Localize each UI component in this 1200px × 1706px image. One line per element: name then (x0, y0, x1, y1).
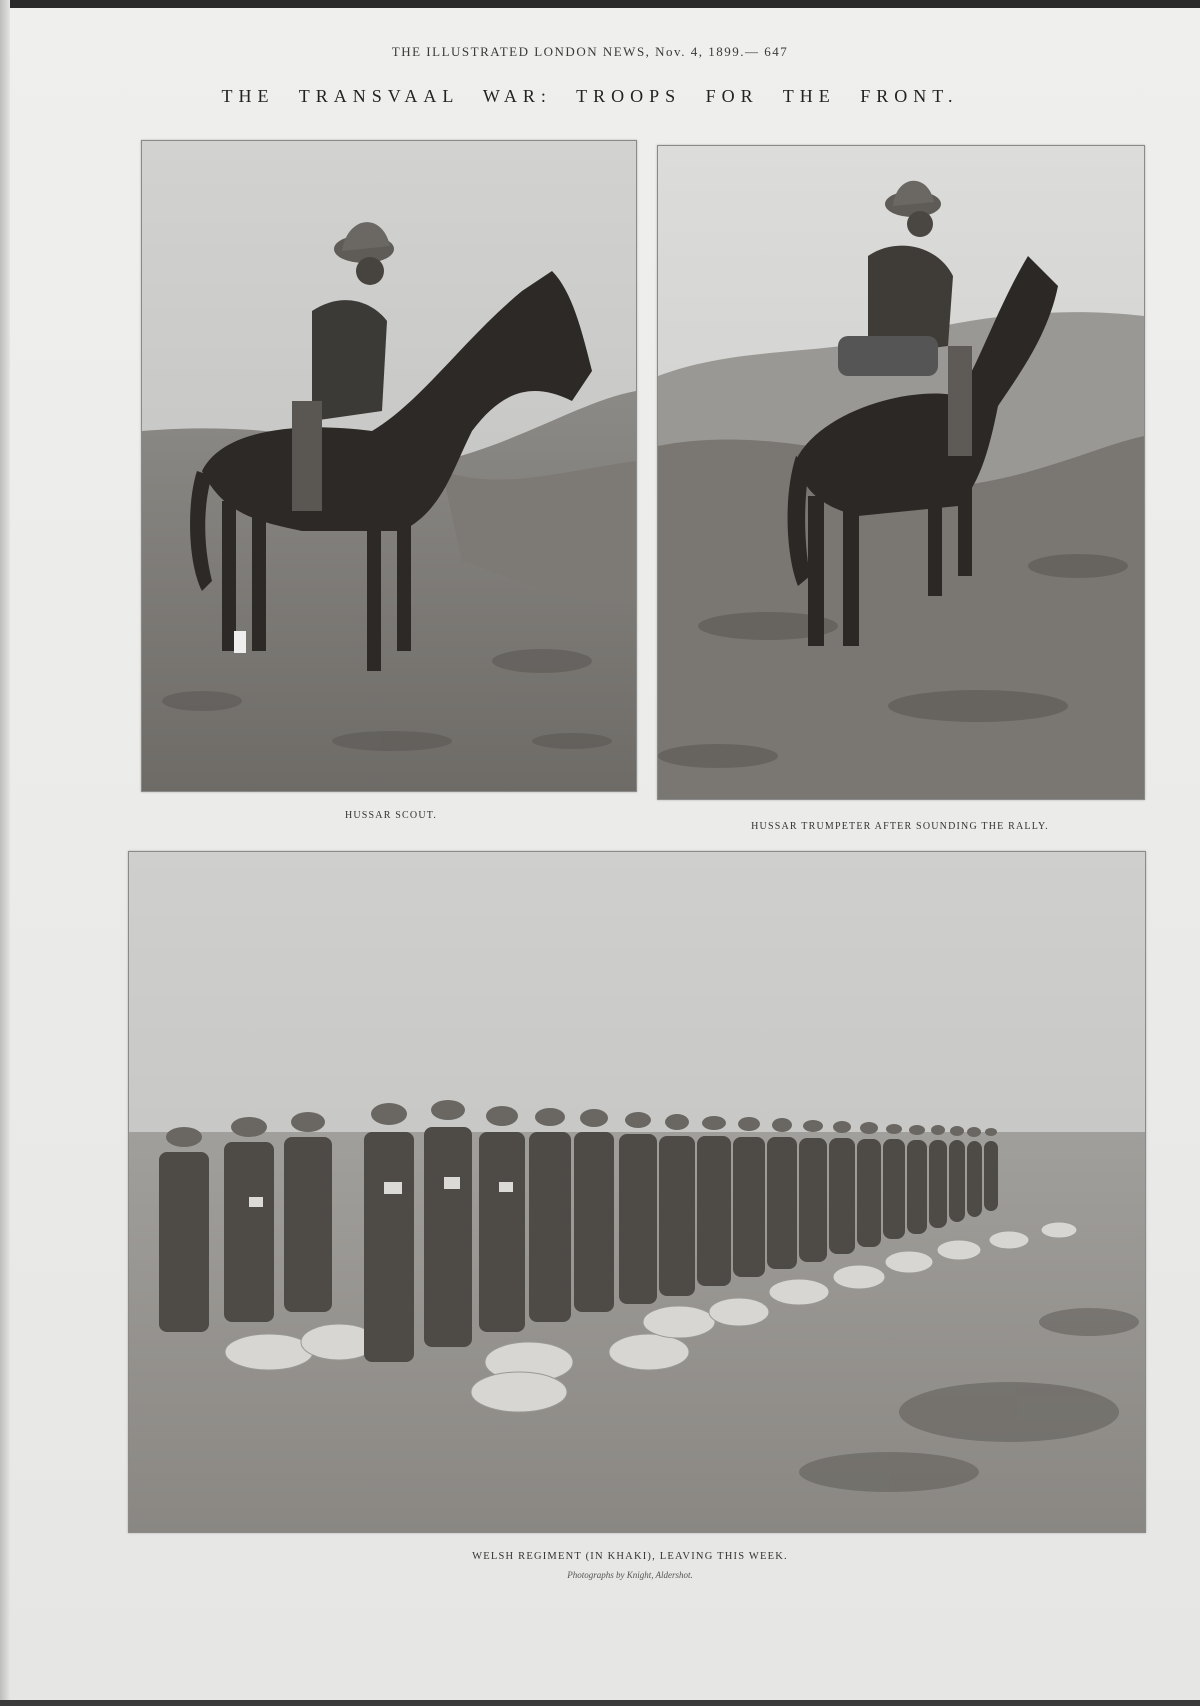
page-left-edge (0, 0, 10, 1706)
running-head: THE ILLUSTRATED LONDON NEWS, Nov. 4, 1899.— 647 (391, 44, 789, 59)
page-title: THE TRANSVAAL WAR: TROOPS FOR THE FRONT. (221, 86, 959, 106)
page-top-edge (0, 0, 1200, 8)
caption-welsh-regiment: WELSH REGIMENT (IN KHAKI), LEAVING THIS WEEK. (472, 1551, 788, 1562)
photo-hussar-scout (141, 140, 637, 792)
page-bottom-edge (0, 1700, 1200, 1706)
caption-hussar-scout: HUSSAR SCOUT. (344, 810, 438, 821)
photo-hussar-trumpeter (657, 145, 1145, 800)
caption-hussar-trumpeter: HUSSAR TRUMPETER AFTER SOUNDING THE RALLY. (751, 821, 1049, 832)
photo-welsh-regiment (128, 851, 1146, 1533)
photo-credit: Photographs by Knight, Aldershot. (567, 1570, 693, 1580)
